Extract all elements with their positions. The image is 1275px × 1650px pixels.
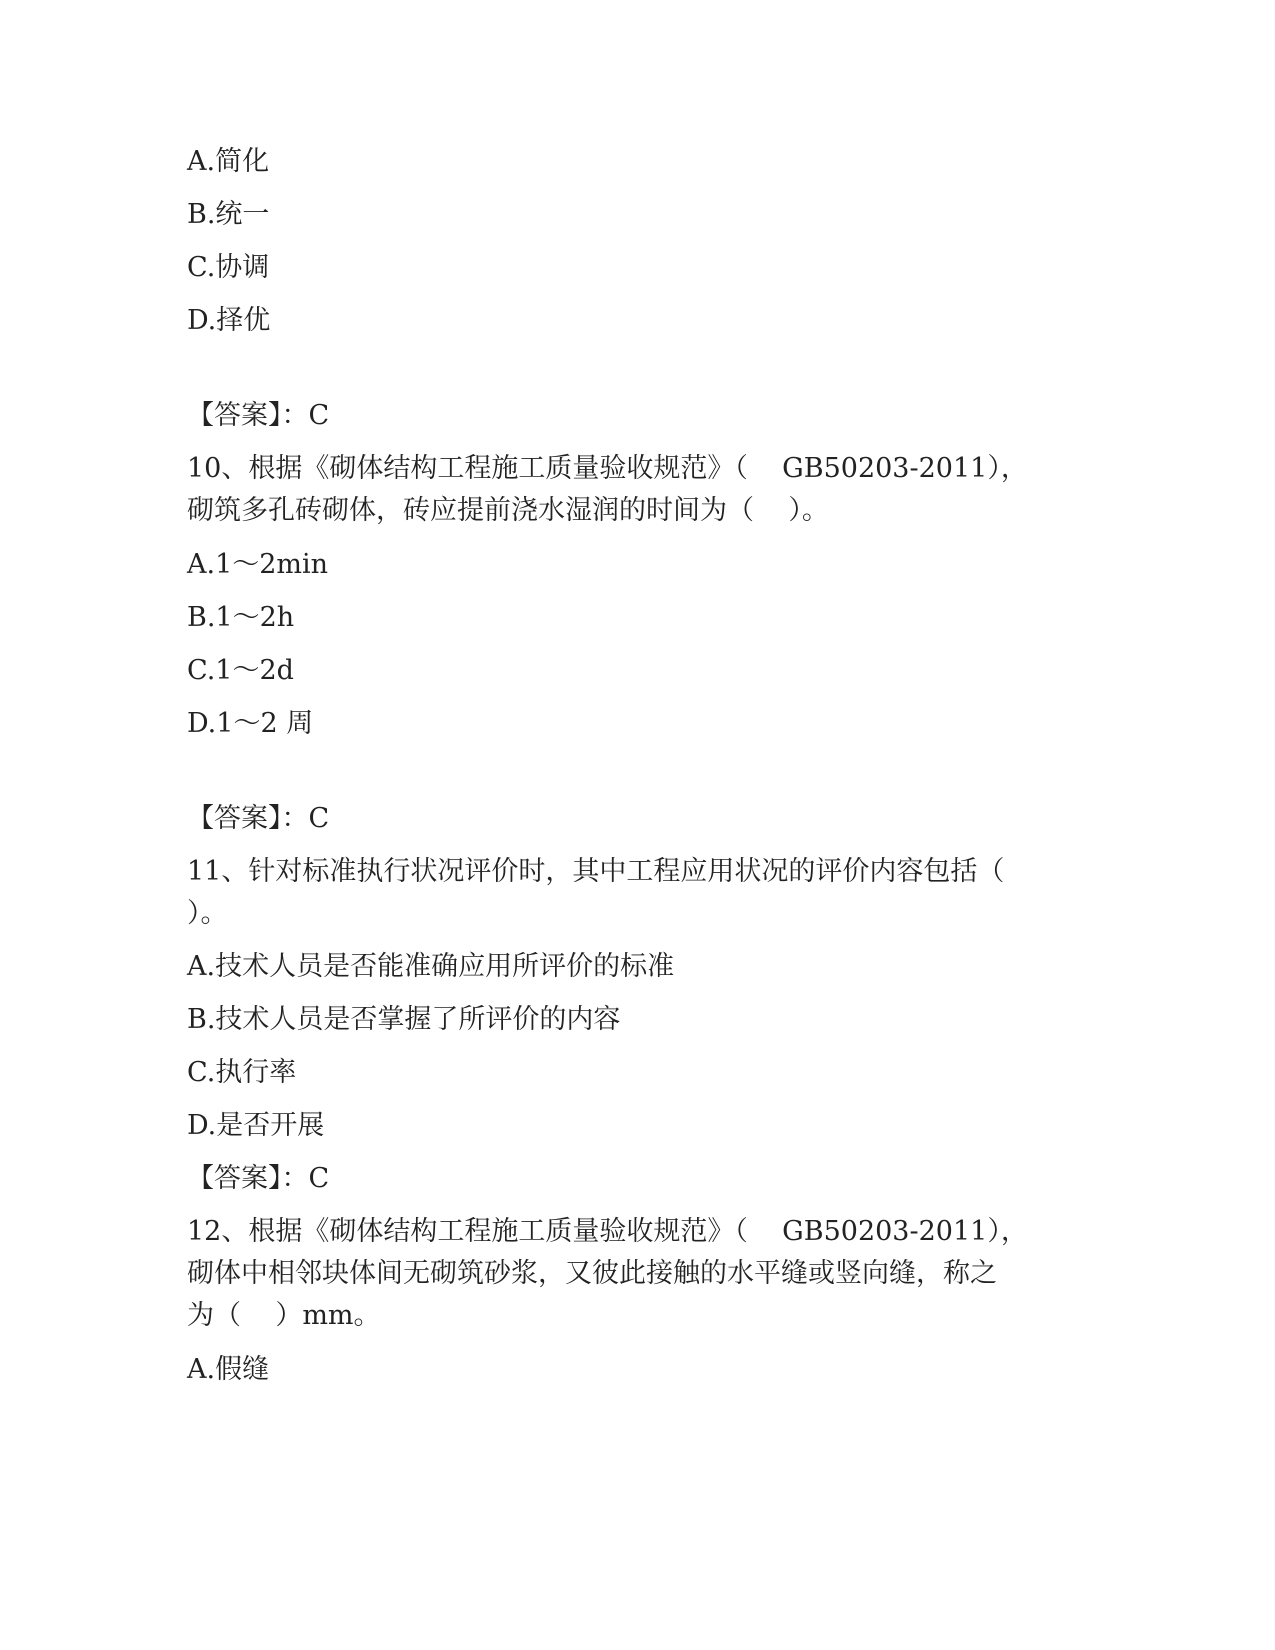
q11-answer: 【答案】：C <box>187 1163 330 1194</box>
q9-option-b: B.统一 <box>187 199 270 230</box>
q10-question-line-1: 10、根据《砌体结构工程施工质量验收规范》（ GB50203-2011）， <box>187 453 1028 484</box>
q10-answer: 【答案】：C <box>187 803 330 834</box>
q11-option-c: C.执行率 <box>187 1057 297 1088</box>
q12-question-line-3: 为（ ）mm。 <box>187 1300 381 1331</box>
q10-option-d: D.1～2 周 <box>187 708 314 739</box>
q10-option-c: C.1～2d <box>187 655 294 686</box>
q10-question-line-2: 砌筑多孔砖砌体，砖应提前浇水湿润的时间为（ ）。 <box>187 495 829 526</box>
q12-option-a: A.假缝 <box>187 1354 270 1385</box>
q9-option-d: D.择优 <box>187 305 271 336</box>
q12-question-line-1: 12、根据《砌体结构工程施工质量验收规范》（ GB50203-2011）， <box>187 1216 1028 1247</box>
q10-option-b: B.1～2h <box>187 602 295 633</box>
q11-option-b: B.技术人员是否掌握了所评价的内容 <box>187 1004 621 1035</box>
q11-option-a: A.技术人员是否能准确应用所评价的标准 <box>187 951 675 982</box>
q11-question-line-1: 11、针对标准执行状况评价时，其中工程应用状况的评价内容包括（ <box>187 856 1005 887</box>
q9-option-a: A.简化 <box>187 146 270 177</box>
q11-option-d: D.是否开展 <box>187 1110 325 1141</box>
q10-option-a: A.1～2min <box>187 549 329 580</box>
q9-answer: 【答案】：C <box>187 400 330 431</box>
q9-option-c: C.协调 <box>187 252 270 283</box>
q12-question-line-2: 砌体中相邻块体间无砌筑砂浆，又彼此接触的水平缝或竖向缝，称之 <box>187 1258 997 1289</box>
q11-question-line-2: ）。 <box>187 898 228 929</box>
